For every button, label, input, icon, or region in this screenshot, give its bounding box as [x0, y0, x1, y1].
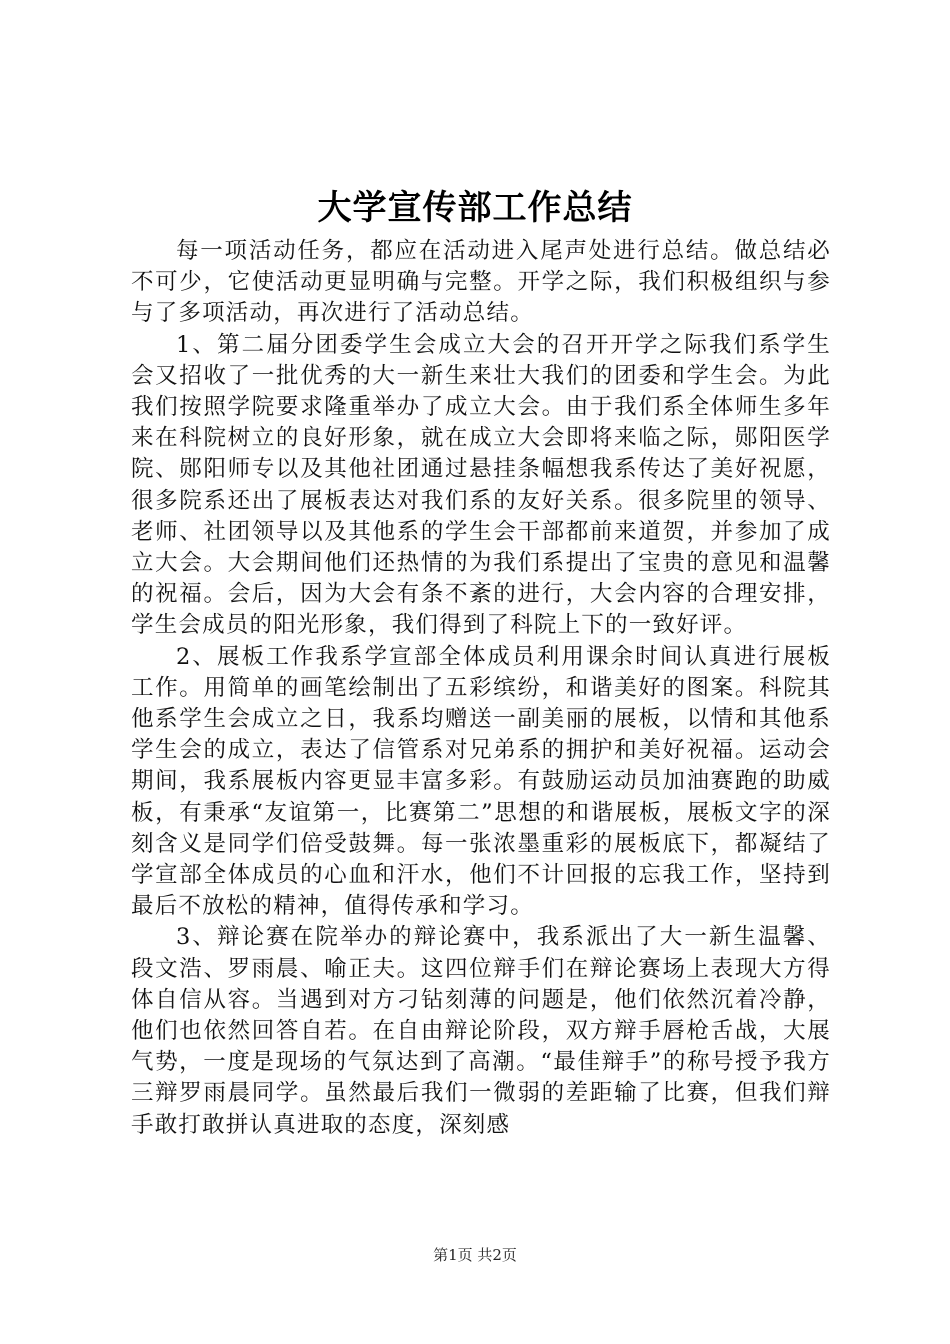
document-body	[131, 236, 831, 1141]
document-title: 大学宣传部工作总结	[317, 188, 633, 228]
page-footer: 第1页 共2页	[433, 1246, 517, 1264]
paragraph-item-2: 2、展板工作我系学宣部全体成员利用课余时间认真进行展板工作。用简单的画笔绘制出了五彩缤纷，和谐美好的图案。科院其他系学生会成立之日，我系均赠送一副美丽的展板，以情和其他系学生会的成立，表达了信管系对兄弟系的拥护和美好祝福。运动会期间，我系展板内容更显丰富多彩。有鼓励运动员加油赛跑的助威板，有秉承“友谊第一，比赛第二”思想的和谐展板，展板文字的深刻含义是同学们倍受鼓舞。每一张浓墨重彩的展板底下，都凝结了学宣部全体成员的心血和汗水，他们不计回报的忘我工作，坚持到最后不放松的精神，值得传承和学习。	[131, 643, 831, 920]
paragraph-item-3: 3、辩论赛在院举办的辩论赛中，我系派出了大一新生温馨、段文浩、罗雨晨、喻正夫。这四位辩手们在辩论赛场上表现大方得体自信从容。当遇到对方刁钻刻薄的问题是，他们依然沉着冷静，他们也依然回答自若。在自由辩论阶段，双方辩手唇枪舌战，大展气势，一度是现场的气氛达到了高潮。“最佳辩手”的称号授予我方三辩罗雨晨同学。虽然最后我们一微弱的差距输了比赛，但我们辩手敢打敢拼认真进取的态度，深刻感	[131, 924, 831, 1138]
paragraph-intro: 每一项活动任务，都应在活动进入尾声处进行总结。做总结必不可少，它使活动更显明确与完整。开学之际，我们积极组织与参与了多项活动，再次进行了活动总结。	[131, 238, 831, 327]
paragraph-item-1: 1、第二届分团委学生会成立大会的召开开学之际我们系学生会又招收了一批优秀的大一新生来壮大我们的团委和学生会。为此我们按照学院要求隆重举办了成立大会。由于我们系全体师生多年来在科院树立的良好形象，就在成立大会即将来临之际，郧阳医学院、郧阳师专以及其他社团通过悬挂条幅想我系传达了美好祝愿，很多院系还出了展板表达对我们系的友好关系。很多院里的领导、老师、社团领导以及其他系的学生会干部都前来道贺，并参加了成立大会。大会期间他们还热情的为我们系提出了宝贵的意见和温馨的祝福。会后，因为大会有条不紊的进行，大会内容的合理安排，学生会成员的阳光形象，我们得到了科院上下的一致好评。	[131, 331, 831, 639]
